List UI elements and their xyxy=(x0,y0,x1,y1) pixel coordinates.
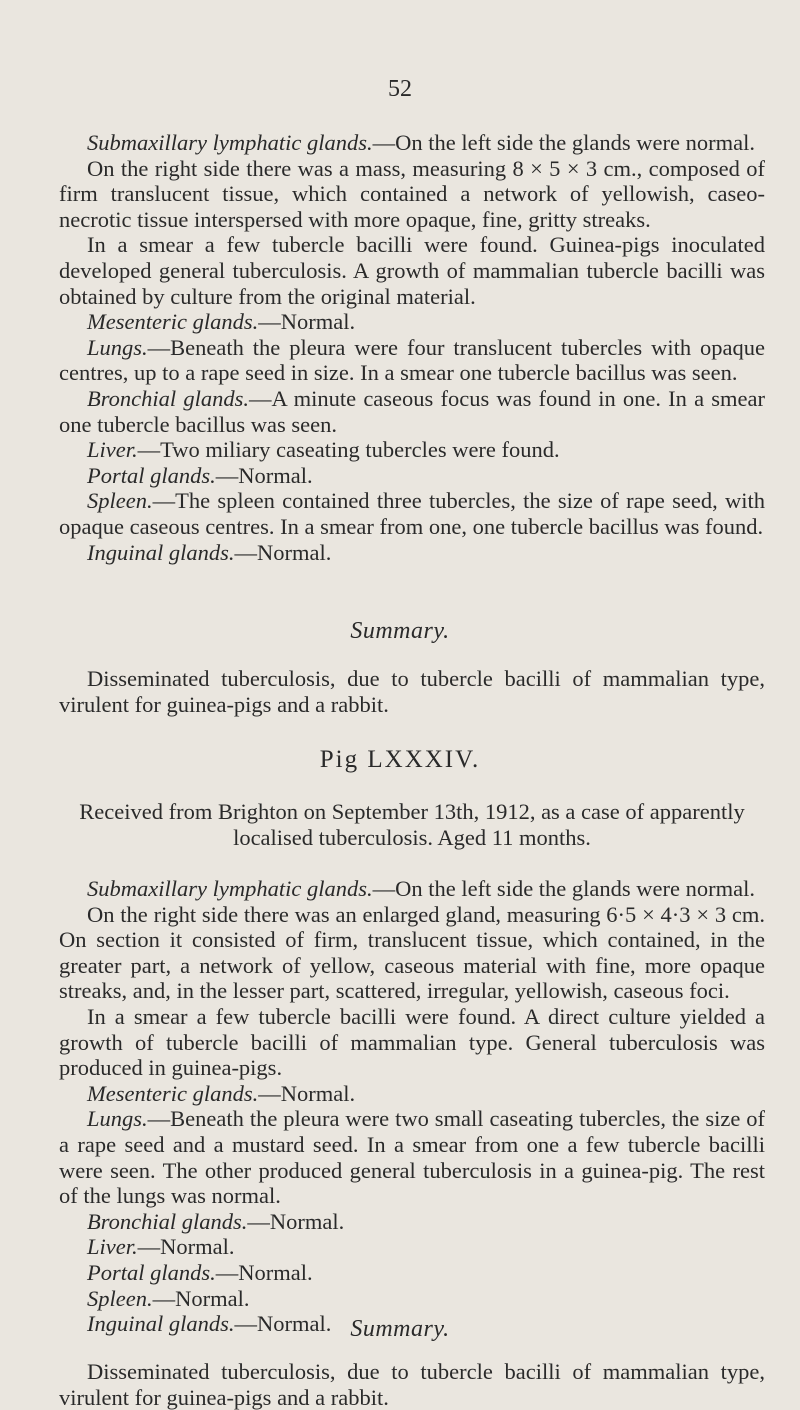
page-number: 52 xyxy=(388,76,412,102)
paragraph: On the right side there was an enlarged gland, measuring 6·5 × 4·3 × 3 cm. On section it consisted of firm, translucent tissue, which contained, in the greater part, a network of yellow, caseous material with fine, more opaque streaks, and, in the lesser part, scattered, irregular, yellowish, caseous foci. xyxy=(59,901,765,1004)
paragraph: Spleen.—The spleen contained three tubercles, the size of rape seed, with opaque caseous centres. In a smear from one, one tubercle bacillus was found. xyxy=(59,488,765,539)
paragraph: Submaxillary lymphatic glands.—On the left side the glands were normal. xyxy=(87,130,755,155)
paragraph: In a smear a few tubercle bacilli were found. A direct culture yielded a growth of tubercle bacilli of mammalian type. General tuberculosis was produced in guinea-pigs. xyxy=(59,1003,765,1081)
paragraph: Liver.—Normal. xyxy=(87,1234,235,1260)
paragraph: Lungs.—Beneath the pleura were two small caseating tubercles, the size of a rape seed and a mustard seed. In a smear from one a few tubercle bacilli were seen. The other produced general tuberculosis in a guinea-pig. The rest of the lungs was normal. xyxy=(59,1106,765,1209)
paragraph: Bronchial glands.—A minute caseous focus was found in one. In a smear one tubercle bacillus was seen. xyxy=(59,385,765,437)
section2-body xyxy=(59,876,765,1337)
paragraph: In a smear a few tubercle bacilli were found. Guinea-pigs inoculated developed general tuberculosis. A growth of mammalian tubercle bacilli was obtained by culture from the original material. xyxy=(59,232,765,309)
paragraph: Spleen.—Normal. xyxy=(87,1285,250,1311)
section1-body xyxy=(59,130,765,565)
paragraph: Mesenteric glands.—Normal. xyxy=(87,1080,356,1106)
paragraph: Inguinal glands.—Normal. xyxy=(87,1311,332,1337)
paragraph: Liver.—Two miliary caseating tubercles were found. xyxy=(87,437,560,463)
paragraph: Submaxillary lymphatic glands.—On the left side the glands were normal. xyxy=(87,876,755,901)
summary-heading-2: Summary. xyxy=(350,1316,450,1342)
summary-text: Disseminated tuberculosis, due to tubercle bacilli of mammalian type, virulent for guinea-pigs and a rabbit. xyxy=(59,666,765,717)
paragraph: Portal glands.—Normal. xyxy=(87,1259,313,1285)
paragraph: Mesenteric glands.—Normal. xyxy=(87,309,356,335)
paragraph: On the right side there was a mass, measuring 8 × 5 × 3 cm., composed of firm translucent tissue, which contained a network of yellowish, caseo-necrotic tissue interspersed with more opaque, fine, gritty streaks. xyxy=(59,155,765,232)
paragraph: Portal glands.—Normal. xyxy=(87,462,313,488)
summary-body-2 xyxy=(59,1359,765,1410)
case-title: Pig LXXXIV. xyxy=(319,746,481,773)
paragraph: Inguinal glands.—Normal. xyxy=(87,539,332,565)
summary-body xyxy=(59,666,765,717)
paragraph: Lungs.—Beneath the pleura were four translucent tubercles with opaque centres, up to a rape seed in size. In a smear one tubercle bacillus was seen. xyxy=(59,334,765,386)
received-note: Received from Brighton on September 13th, 1912, as a case of apparently localised tuberculosis. Aged 11 months. xyxy=(79,799,745,850)
paragraph: Bronchial glands.—Normal. xyxy=(87,1208,345,1234)
summary-heading: Summary. xyxy=(350,618,450,644)
summary-text-2: Disseminated tuberculosis, due to tubercle bacilli of mammalian type, virulent for guinea-pigs and a rabbit. xyxy=(59,1359,765,1410)
